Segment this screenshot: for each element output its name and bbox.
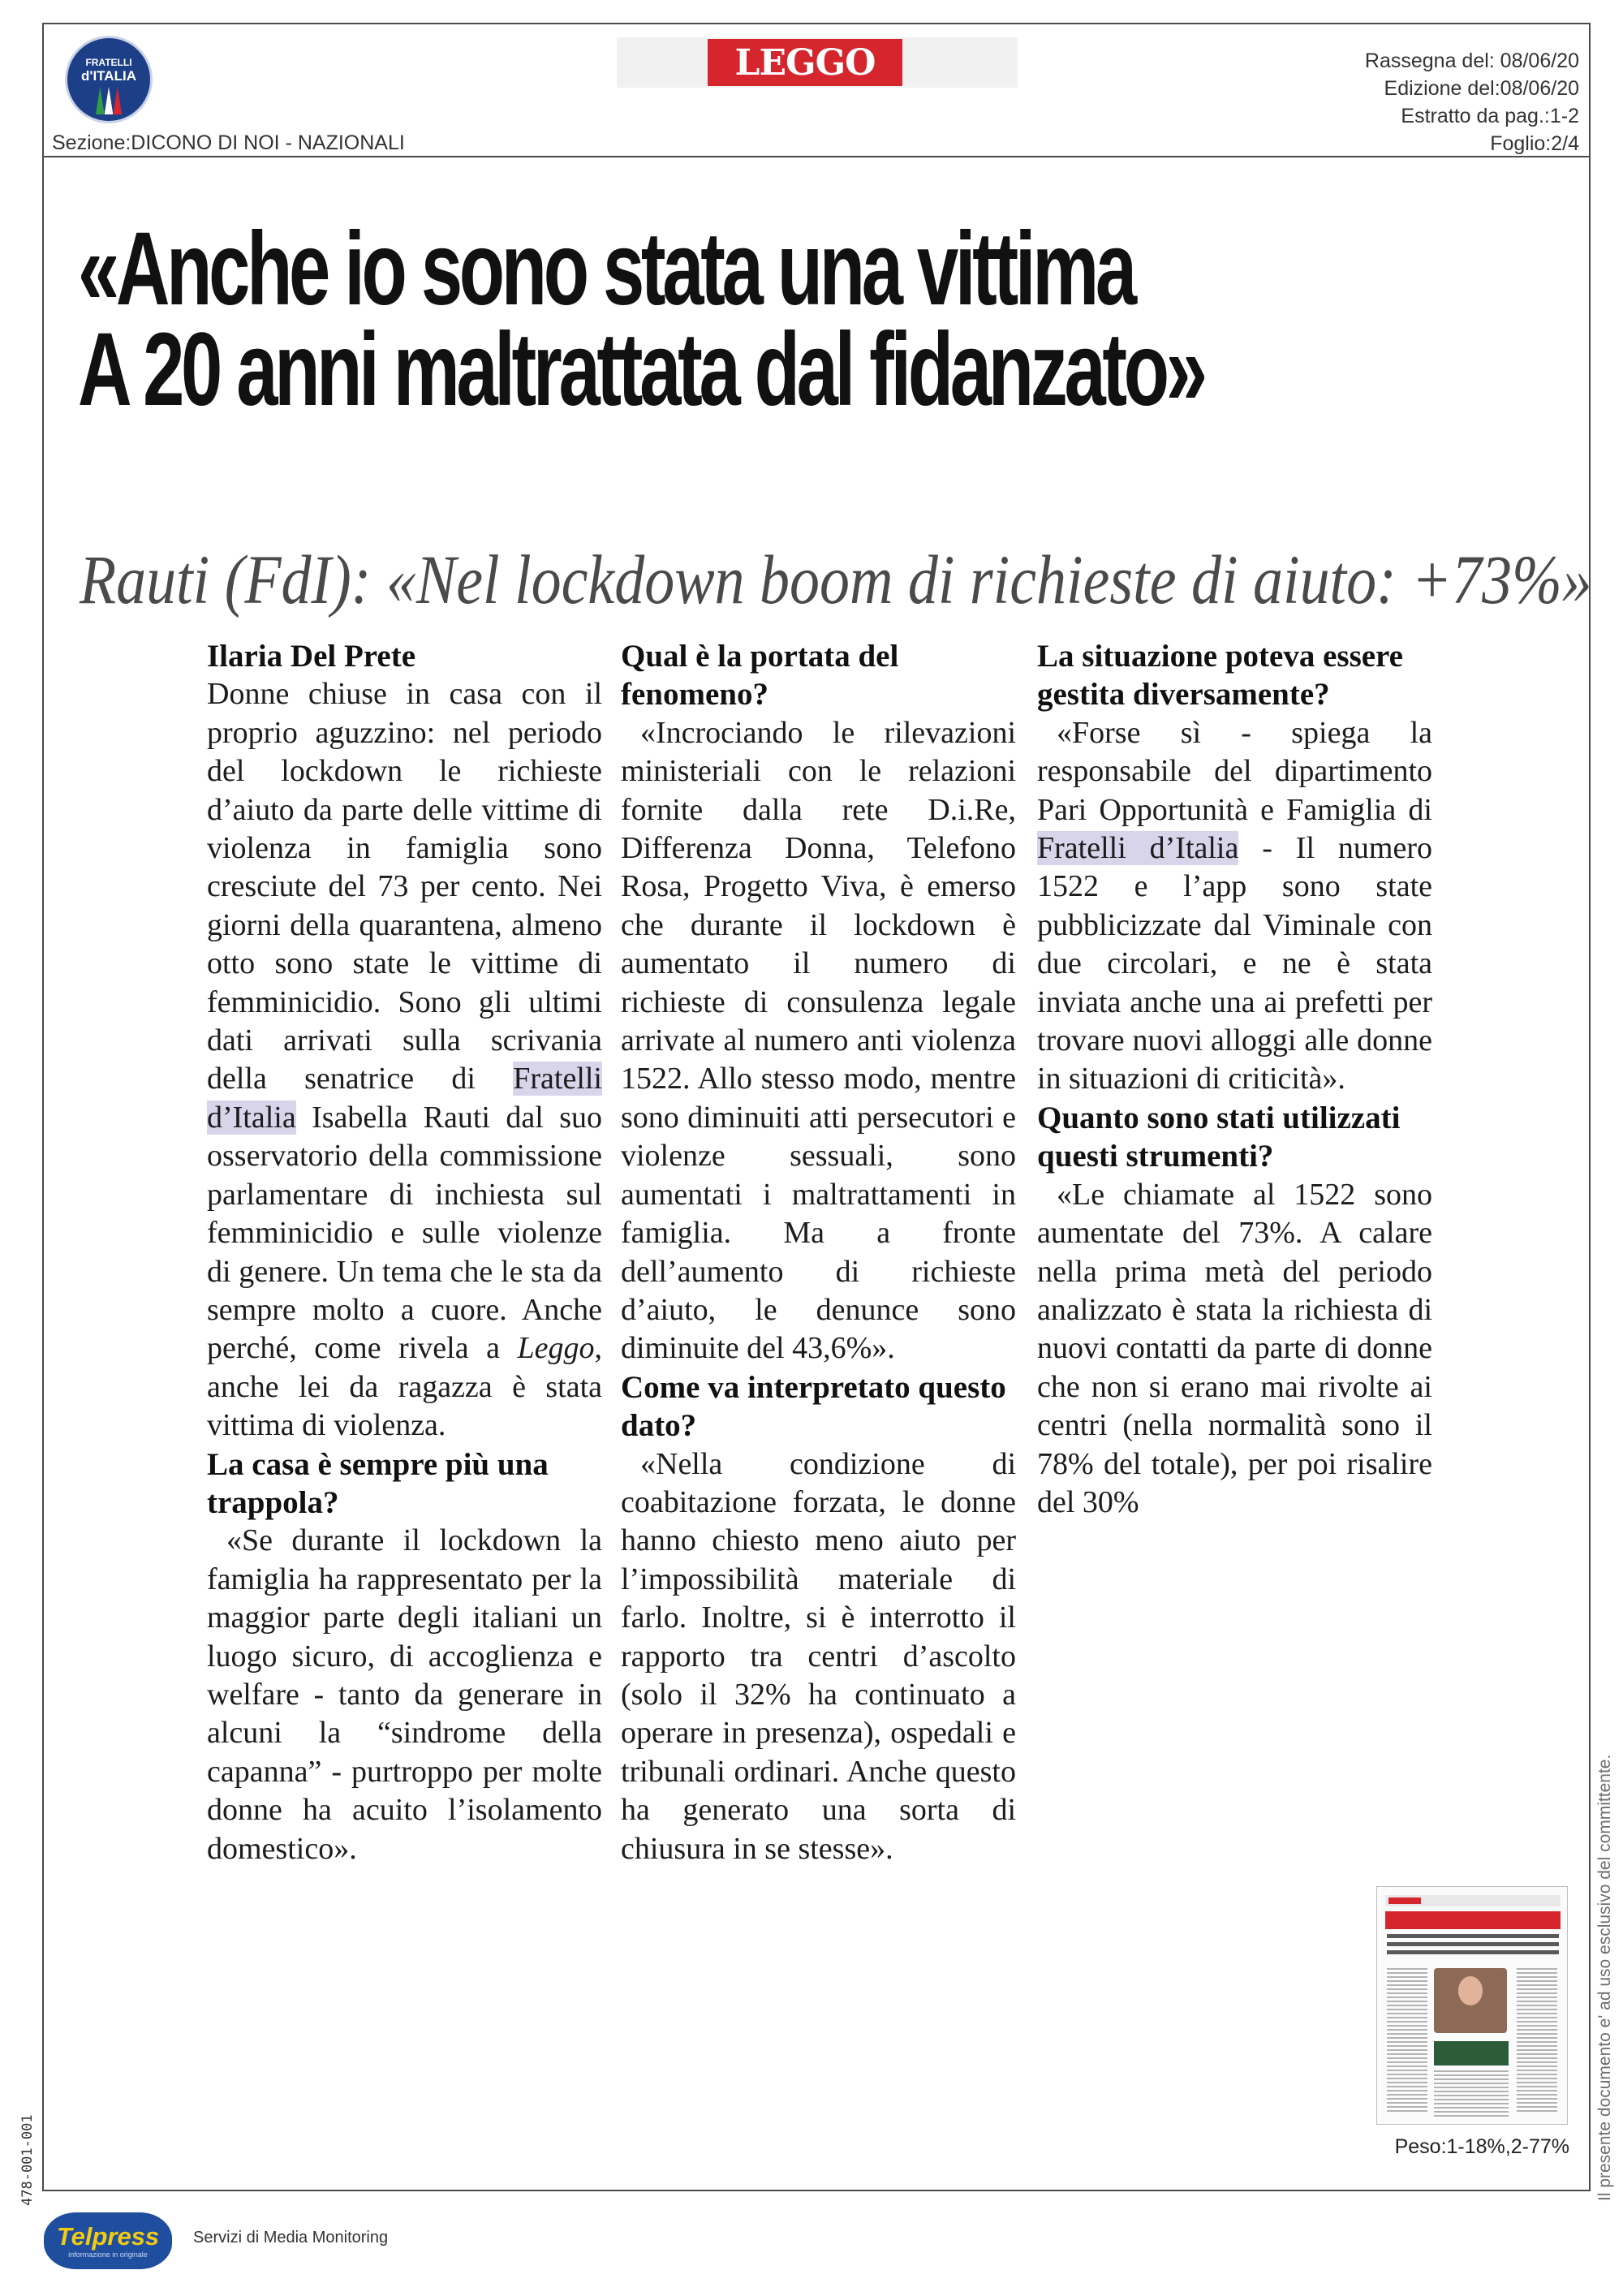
answer-2: «Incrociando le rilevazioni ministeriali con le relazioni fornite dalla rete D.i.Re, Differenza Donna, Telefono Rosa, Progetto Viva, è emerso che durante il lockdown è aumentato il numero di richieste di consulenza legale arrivate al numero anti violenza 1522. Allo stesso modo, mentre sono diminuiti atti persecutori e violenze sessuali, sono aumentati i maltrattamenti in famiglia. Ma a fronte dell’aumento di richieste d’aiuto, le denunce sono diminuite del 43,6%». [621, 715, 1016, 1366]
question-1: La casa è sempre più una trappola? [207, 1446, 549, 1520]
intro-text-1: Donne chiuse in casa con il proprio aguzzino: nel periodo del lockdown le richieste d’aiuto da parte delle vittime di violenza in famiglia sono cresciute del 73 per cento. Nei giorni della quarantena, almeno otto sono state le vittime di femminicidio. Sono gli ultimi dati arrivati sulla scrivania della senatrice di [207, 677, 602, 1096]
rassegna-date: Rassegna del: 08/06/20 [1364, 50, 1579, 72]
estratto-pages: Estratto da pag.:1-2 [1401, 105, 1579, 127]
document-code: 478-001-001 [19, 2114, 36, 2206]
header-divider [42, 156, 1591, 157]
usage-notice: Il presente documento e' ad uso esclusivo del committente. [1595, 1754, 1614, 2201]
answer-1: «Se durante il lockdown la famiglia ha rappresentato per la maggior parte degli italiani un luogo sicuro, di accoglienza e welfare - tanto da generare in alcuni la “sindrome della capanna” - purtroppo per molte donne ha acuito l’isolamento domestico». [207, 1523, 602, 1866]
edizione-date: Edizione del:08/06/20 [1384, 77, 1579, 100]
logo-text-line1: FRATELLI [85, 57, 132, 68]
question-5: Quanto sono stati utilizzati questi strumenti? [1037, 1100, 1401, 1174]
thumbnail-headline [1387, 1934, 1559, 1958]
intro-text-3: , anche lei da ragazza è stata vittima di violenza. [207, 1331, 602, 1443]
thumbnail-box [1434, 2041, 1509, 2066]
question-4: La situazione poteva essere gestita diversamente? [1037, 639, 1403, 713]
article-column-1 [207, 637, 602, 1868]
media-monitoring-note: Servizi di Media Monitoring [193, 2229, 389, 2246]
logo-text-line2: d'ITALIA [81, 68, 136, 84]
question-3: Come va interpretato questo dato? [621, 1369, 1006, 1444]
byline: Ilaria Del Prete [207, 639, 416, 674]
thumbnail-photo [1434, 1968, 1507, 2033]
page-thumbnail [1376, 1886, 1568, 2125]
section-label: Sezione:DICONO DI NOI - NAZIONALI [52, 131, 405, 154]
highlighted-party-name: Fratelli d’Italia [1037, 831, 1239, 866]
article-headline [78, 211, 1204, 428]
thumbnail-text-column [1387, 1968, 1427, 2114]
peso-label: Peso:1-18%,2-77% [1394, 2135, 1569, 2158]
thumbnail-text-column [1517, 1968, 1557, 2114]
intro-paragraph [207, 675, 602, 1445]
intro-text-2: Isabella Rauti dal suo osservatorio della commissione parlamentare di inchiesta sul femminicidio e sulle violenze di genere. Un tema che le sta da sempre molto a cuore. Anche perché, come rivela a [207, 1100, 602, 1366]
headline-line-1: «Anche io sono stata una vittima [78, 211, 1134, 327]
headline-line-2: A 20 anni maltrattata dal fidanzato» [78, 312, 1204, 428]
answer-3: «Nella condizione di coabitazione forzata, le donne hanno chiesto meno aiuto per l’impossibilità materiale di farlo. Inoltre, si è interrotto il rapporto tra centri d’ascolto (solo il 32% ha continuato a operare in presenza), ospedali e tribunali ordinari. Anche questo ha generato una sorta di chiusura in se stesse». [621, 1446, 1016, 1866]
newspaper-mention: Leggo [517, 1331, 595, 1366]
tricolor-flame-icon [96, 87, 122, 114]
answer-5: «Le chiamate al 1522 sono aumentate del 73%. A calare nella prima metà del periodo analizzato è stata la richiesta di nuovi contatti da parte di donne che non si erano mai rivolte ai centri (nella normalità sono il 78% del totale), per poi risalire del 30% [1037, 1177, 1432, 1519]
fratelli-ditalia-logo [65, 36, 153, 123]
article-column-3 [1037, 637, 1432, 1522]
foglio-number: Foglio:2/4 [1490, 132, 1579, 155]
thumbnail-title-strip [1385, 1911, 1561, 1929]
press-review-meta [1365, 47, 1579, 157]
article-subheadline: Rauti (FdI): «Nel lockdown boom di richieste di aiuto: +73%» [80, 541, 1592, 618]
highlighted-party-name: Fratelli d’Italia [207, 1062, 602, 1135]
article-column-2 [621, 637, 1016, 1868]
answer-4 [1037, 714, 1432, 1099]
telpress-tagline: informazione in originale [68, 2250, 148, 2259]
leggo-masthead-logo: LEGGO [708, 39, 902, 86]
telpress-logo [44, 2212, 172, 2269]
answer-4-text-2: - Il numero 1522 e l’app sono state pubblicizzate dal Viminale con due circolari, e ne è stata inviata anche una ai prefetti per trovare nuovi alloggi alle donne in situazioni di criticità». [1037, 831, 1432, 1096]
thumbnail-text-block [1434, 2070, 1509, 2117]
thumbnail-top-bar [1385, 1895, 1561, 1906]
answer-4-text-1: «Forse sì - spiega la responsabile del dipartimento Pari Opportunità e Famiglia di [1037, 715, 1432, 827]
telpress-logo-text: Telpress [56, 2221, 160, 2251]
question-2: Qual è la portata del fenomeno? [621, 639, 899, 713]
